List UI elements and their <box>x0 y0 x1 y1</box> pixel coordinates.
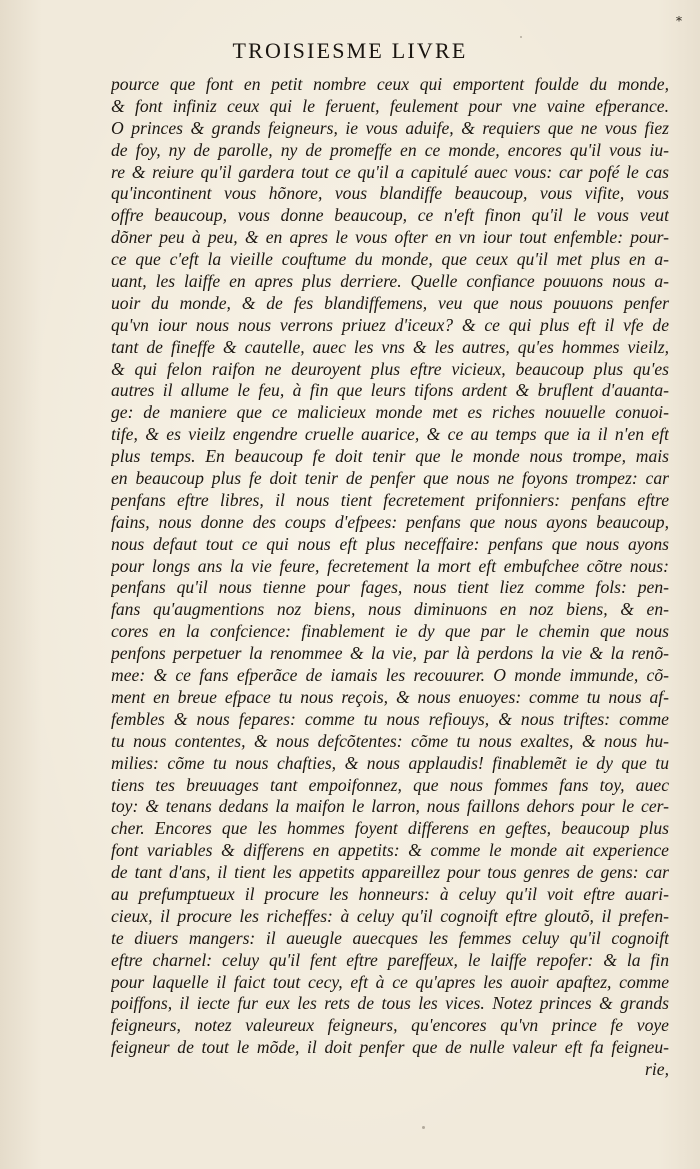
text-line: pource que font en petit nombre ceux qui emportent foulde du monde, <box>111 74 669 94</box>
text-line: dõner peu à peu, & en apres le vous ofter en vn iour tout enfemble: pour- <box>111 227 669 248</box>
text-line: au prefumptueux il procure les honneurs: à celuy qu'il voit eftre auari- <box>111 883 669 904</box>
catchword: rie, <box>645 1059 669 1080</box>
text-line: te diuers mangers: il aueugle auecques les femmes celuy qu'il cognoift <box>111 927 669 948</box>
text-line: offre beaucoup, vous donne beaucoup, ce n'eft finon qu'il le vous veut <box>111 205 669 226</box>
text-line: qu'vn iour nous nous verrons priuez d'iceux? & ce qui plus eft il vfe de <box>111 314 669 335</box>
text-line: fembles & nous fepares: comme tu nous refiouys, & nous triftes: comme <box>111 708 669 729</box>
text-line: pour longs ans la vie feure, fecretement la mort eft embufchee cõtre nous: <box>111 555 669 576</box>
text-line: de foy, ny de parolle, ny de promeffe en ce monde, encores qu'il vous iu- <box>111 139 669 160</box>
text-line: font variables & differens en appetits: & comme le monde ait experience <box>111 840 669 861</box>
text-line: qu'incontinent vous hõnore, vous blandiffe beaucoup, vous vifite, vous <box>111 183 669 204</box>
text-line: feigneur de tout le mõde, il doit penfer que de nulle valeur eft fa feigneu- <box>111 1037 669 1058</box>
text-line: ge: de maniere que ce malicieux monde met es riches nouuelle conuoi- <box>111 402 669 423</box>
body-text-block <box>111 74 669 1081</box>
paper-speck <box>520 36 522 38</box>
text-line: fains, nous donne des coups d'efpees: penfans que nous ayons beaucoup, <box>111 511 669 532</box>
text-line: ment en breue efpace tu nous reçois, & nous enuoyes: comme tu nous af- <box>111 686 669 707</box>
text-line: poiffons, il iecte fur eux les rets de tous les vices. Notez princes & grands <box>111 993 669 1014</box>
text-line: eftre charnel: celuy qu'il fent eftre pareffeux, le laiffe repofer: & la fin <box>111 949 669 970</box>
text-line: feigneurs, notez valeureux feigneurs, qu'encores qu'vn prince fe voye <box>111 1015 669 1036</box>
running-head-title: TROISIESME LIVRE <box>232 38 468 63</box>
text-line: uant, les laiffe en apres plus derriere. Quelle confiance pouuons nous a- <box>111 271 669 292</box>
text-line: & qui felon raifon ne deuroyent plus eftre vicieux, beaucoup plus qu'es <box>111 358 669 379</box>
text-line: cores en la confcience: finablement ie dy que par le chemin que nous <box>111 621 669 642</box>
text-line: O princes & grands feigneurs, ie vous aduife, & requiers que ne vous fiez <box>111 117 669 138</box>
text-line: milies: cõme tu nous chafties, & nous applaudis! finablemẽt ie dy que tu <box>111 752 669 773</box>
paper-speck <box>422 1126 425 1129</box>
text-line: penfons perpetuer la renommee & la vie, par là perdons la vie & la renõ- <box>111 643 669 664</box>
text-line: ce que c'eft la vieille couftume du monde, que ceux qu'il met plus en a- <box>111 249 669 270</box>
text-line: autres il allume le feu, à fin que leurs tifons ardent & bruflent d'auanta- <box>111 380 669 401</box>
text-line: plus temps. En beaucoup fe doit tenir que le monde nous trompe, mais <box>111 446 669 467</box>
text-line: fans qu'augmentions noz biens, nous diminuons en noz biens, & en- <box>111 599 669 620</box>
text-line: de tant d'ans, il tient les appetits appareillez pour tous genres de gens: car <box>111 862 669 883</box>
text-line: penfans eftre libres, il nous tient fecretement prifonniers: penfans eftre <box>111 489 669 510</box>
text-line: en beaucoup plus fe doit tenir de penfer que nous ne foyons trompez: car <box>111 468 669 489</box>
text-line: tiens tes breuuages tant empoifonnez, que nous fommes fans toy, auec <box>111 774 669 795</box>
text-line: uoir du monde, & de fes blandiffemens, veu que nous pouuons penfer <box>111 292 669 313</box>
text-line: mee: & ce fans efperãce de iamais les recouurer. O monde immunde, cõ- <box>111 665 669 686</box>
text-line: re & reiure qu'il gardera tout ce qu'il a capitulé auec vous: car pofé le cas <box>111 161 669 182</box>
text-line: toy: & tenans dedans la maifon le larron, nous faillons dehors pour le cer- <box>111 796 669 817</box>
text-line: tife, & es vieilz engendre cruelle auarice, & ce au temps que ia il n'en eft <box>111 424 669 445</box>
corner-ornament-mark: * <box>676 14 682 28</box>
text-line: cieux, il procure les richeffes: à celuy qu'il cognoift eftre gloutõ, il prefen- <box>111 905 669 926</box>
text-line: cher. Encores que les hommes foyent differens en geftes, beaucoup plus <box>111 818 669 839</box>
text-line: tu nous contentes, & nous defcõtentes: cõme tu nous exaltes, & nous hu- <box>111 730 669 751</box>
text-line: nous defaut tout ce qui nous eft plus neceffaire: penfans que nous ayons <box>111 533 669 554</box>
text-line: pour laquelle il faict tout cecy, eft à ce qu'apres les auoir apaftez, comme <box>111 971 669 992</box>
text-line: tant de fineffe & cautelle, auec les vns & les autres, qu'es hommes vieilz, <box>111 336 669 357</box>
text-line: penfans qu'il nous tienne pour fages, nous tient liez comme fols: pen- <box>111 577 669 598</box>
text-line: & font infiniz ceux qui le feruent, feulement pour vne vaine efperance. <box>111 95 669 116</box>
